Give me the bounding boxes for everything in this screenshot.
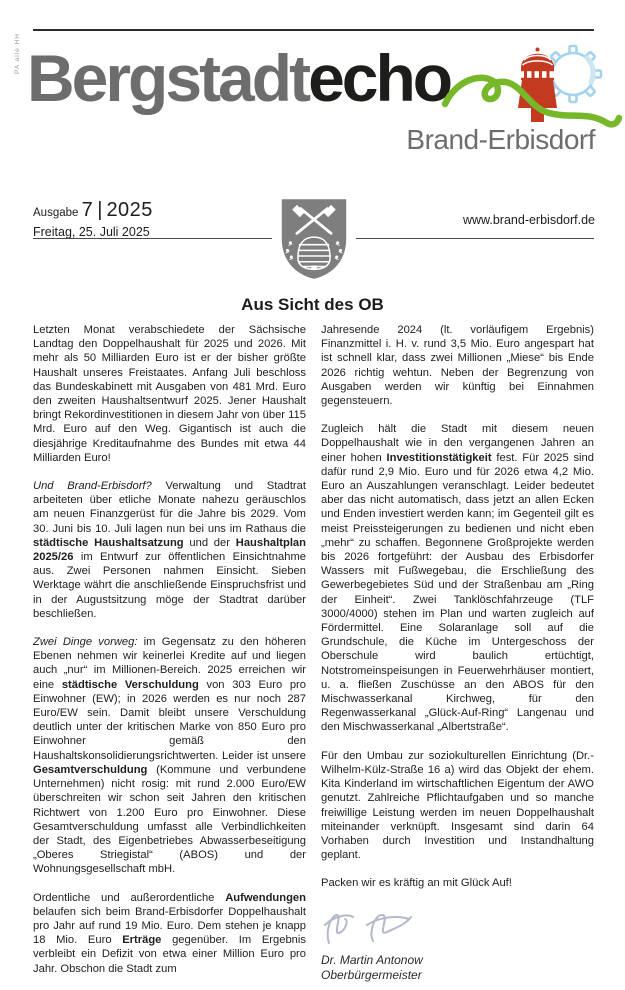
text-run: städtische Verschuldung	[61, 678, 199, 691]
article-paragraph	[321, 876, 594, 890]
article-paragraph	[33, 479, 306, 621]
website-link[interactable]: www.brand-erbisdorf.de	[462, 213, 595, 227]
article-body	[33, 323, 594, 990]
issue-number: 7	[81, 199, 94, 221]
masthead-title-black: echo	[308, 41, 451, 115]
print-registration-mark: PA alle HH	[14, 33, 21, 74]
coat-of-arms	[272, 196, 356, 288]
text-run: Gesamtverschuldung	[33, 763, 148, 776]
text-run: Ordentliche und außerordentliche	[33, 891, 226, 904]
text-run: Haushaltplan 2025/26	[33, 536, 306, 564]
issue-block	[33, 199, 153, 239]
signature-handwriting	[321, 905, 431, 947]
article-paragraph	[321, 749, 594, 863]
text-run: Jahresende 2024 (lt. vorläufigem Ergebnis) Finanzmittel i. H. v. rund 3,5 Mio. Euro angespart hat ist schnell klar, dass zwei Millionen „Miese“ bis Ende 2026 richtig wehtun. Neben der Begrenzung von Ausgaben werden wir künftig bei Einnahmen gegensteuern.	[321, 324, 594, 408]
text-run: Zugleich hält die Stadt mit diesem neuen Doppelhaushalt wie in den vergangenen Jahren an einer hohen	[321, 423, 594, 464]
text-run: Erträge	[122, 934, 162, 947]
masthead-subtitle: Brand-Erbisdorf	[406, 124, 595, 155]
signature-block	[321, 905, 594, 983]
text-run: fest. Für 2025 sind dafür rund 2,9 Mio. Euro und für 2026 etwa 4,2 Mio. Euro an Auszahlungen veranschlagt. Leider bedeutet aber das nicht automatisch, dass jetzt an allen Ecken und Enden investiert werden kann; im Gegenteil gilt es meist Preissteigerungen zu bedienen und nicht eben „mehr“ zu schaffen. Begonnene Großprojekte werden bis 2026 fortgeführt: der Ausbau des Erbisdorfer Wassers mit Fußwegebau, die Erschließung des Gewerbegebietes Süd und der Straßenbau am „Ring der Einheit“. Zwei Tanklöschfahrzeuge (TLF 3000/4000) stehen im Plan und warten zugleich auf Fördermittel. Eine Solaranlage soll auf die Grundschule, die Küche im Untergeschoss der Oberschule wird baulich ertüchtigt, Notstromeinspeisungen in Feuerwehrhäuser montiert, u. a. fließen Zuschüsse an den ABOS für den Mischwasserkanal Kirchweg, für den Regenwasserkanal „Glück-Auf-Ring“ Langenau und den Mischwasserkanal „Albertstraße“.	[321, 451, 594, 734]
coat-of-arms-icon	[278, 196, 350, 282]
signature-title: Oberbürgermeister	[321, 967, 422, 982]
article-paragraph	[321, 422, 594, 734]
article-paragraph	[33, 323, 306, 465]
masthead-title-gray: Bergstadt	[27, 41, 309, 115]
text-run: Verwaltung und Stadtrat arbeiteten über etliche Monate nahezu geräuschlos am neuen Finanzgerüst für die Jahre bis 2029. Vom 30. Juni bis 10. Juli lagen nun bei uns im Rathaus die	[33, 480, 306, 535]
text-run: Letzten Monat verabschiedete der Sächsische Landtag den Doppelhaushalt für 2025 und 2026. Mit mehr als 50 Milliarden Euro ist er der bisher größte Haushalt unseres Freistaates. Anfang Juli beschloss das Bundeskabinett mit Ausgaben von 481 Mrd. Euro den zweiten Haushaltsentwurf 2025. Jener Haushalt bringt Rekordinvestitionen in diesem Jahr von über 115 Mrd. Euro auf den Weg. Gigantisch ist auch die diesjährige Kreditaufnahme des Bundes mit etwa 44 Milliarden Euro!	[33, 324, 306, 464]
town-logo	[421, 44, 621, 136]
issue-separator: |	[97, 199, 103, 221]
text-run: städtische Haushaltsatzung	[33, 536, 184, 549]
text-run: Für den Umbau zur soziokulturellen Einrichtung (Dr.-Wilhelm-Külz-Straße 16 a) wird das Objekt der ehem. Kita Kinderland im wirtschaftlichen Eigentum der AWO genutzt. Zahlreiche Pflichtaufgaben und so manche freiwillige Leistung werden im neuen Doppelhaushalt miteinander verknüpft. Insgesamt sind darin 64 Vorhaben durch Investition und Instandhaltung geplant.	[321, 749, 594, 862]
text-run: im Gegensatz zu den höheren Ebenen nehmen wir keinerlei Kredite auf und liegen auch „nur“ im Millionen-Bereich. 2025 erreichen wir eine	[33, 636, 306, 691]
article-headline: Aus Sicht des OB	[241, 295, 384, 314]
issue-year: 2025	[106, 199, 153, 221]
signature-name: Dr. Martin Antonow	[321, 952, 423, 967]
text-run: Und Brand-Erbisdorf?	[33, 480, 152, 493]
text-run: belaufen sich beim Brand-Erbisdorfer Doppelhaushalt pro Jahr auf rund 19 Mio. Euro. Dem stehen je knapp 18 Mio. Euro	[33, 905, 306, 947]
issue-date: Freitag, 25. Juli 2025	[33, 225, 150, 239]
text-run: von 303 Euro pro Einwohner (EW); in 2026 werden es nur noch 287 Euro/EW sein. Damit bleibt unsere Verschuldung deutlich unter der kritischen Marke von 850 Euro pro Einwohner gemäß den Haushaltskonsolidierungsrichtwerten. Leider ist unsere	[33, 678, 306, 762]
text-run: im Entwurf zur öffentlichen Einsichtnahme aus. Zwei Personen nahmen Einsicht. Sieben Werktage währt die anschließende Einspruchsfrist und in der Augustsitzung möge der Stadtrat darüber beschließen.	[33, 551, 306, 620]
text-run: Aufwendungen	[225, 891, 306, 904]
text-run: gegenüber. Im Ergebnis verbleibt ein Defizit von etwa einer Million Euro pro Jahr. Obschon die Stadt zum	[33, 934, 306, 975]
text-run: Investitionstätigkeit	[386, 451, 492, 464]
masthead-title	[27, 41, 451, 115]
text-run: Packen wir es kräftig an mit Glück Auf!	[321, 877, 512, 890]
top-divider	[33, 29, 594, 31]
issue-line	[33, 199, 153, 222]
article-column-right	[321, 323, 594, 990]
text-run: und der	[183, 536, 236, 549]
article-column-left	[33, 323, 306, 990]
article-paragraph	[321, 323, 594, 408]
article-paragraph	[33, 635, 306, 876]
text-run: Zwei Dinge vorweg:	[33, 636, 138, 649]
text-run: (Kommune und verbundene Unternehmen) nicht rosig: mit rund 2.000 Euro/EW überschreiten wir schon seit Jahren den kritischen Richtwert von 1.200 Euro pro Einwohner. Diese Gesamtverschuldung umfasst alle Verbindlichkeiten der Stadt, des Eigenbetriebes Abwasserbeseitigung „Oberes Striegistal“ (ABOS) und der Wohnungsgesellschaft mbH.	[33, 763, 306, 876]
article-paragraph	[33, 891, 306, 976]
issue-label: Ausgabe	[33, 207, 79, 219]
